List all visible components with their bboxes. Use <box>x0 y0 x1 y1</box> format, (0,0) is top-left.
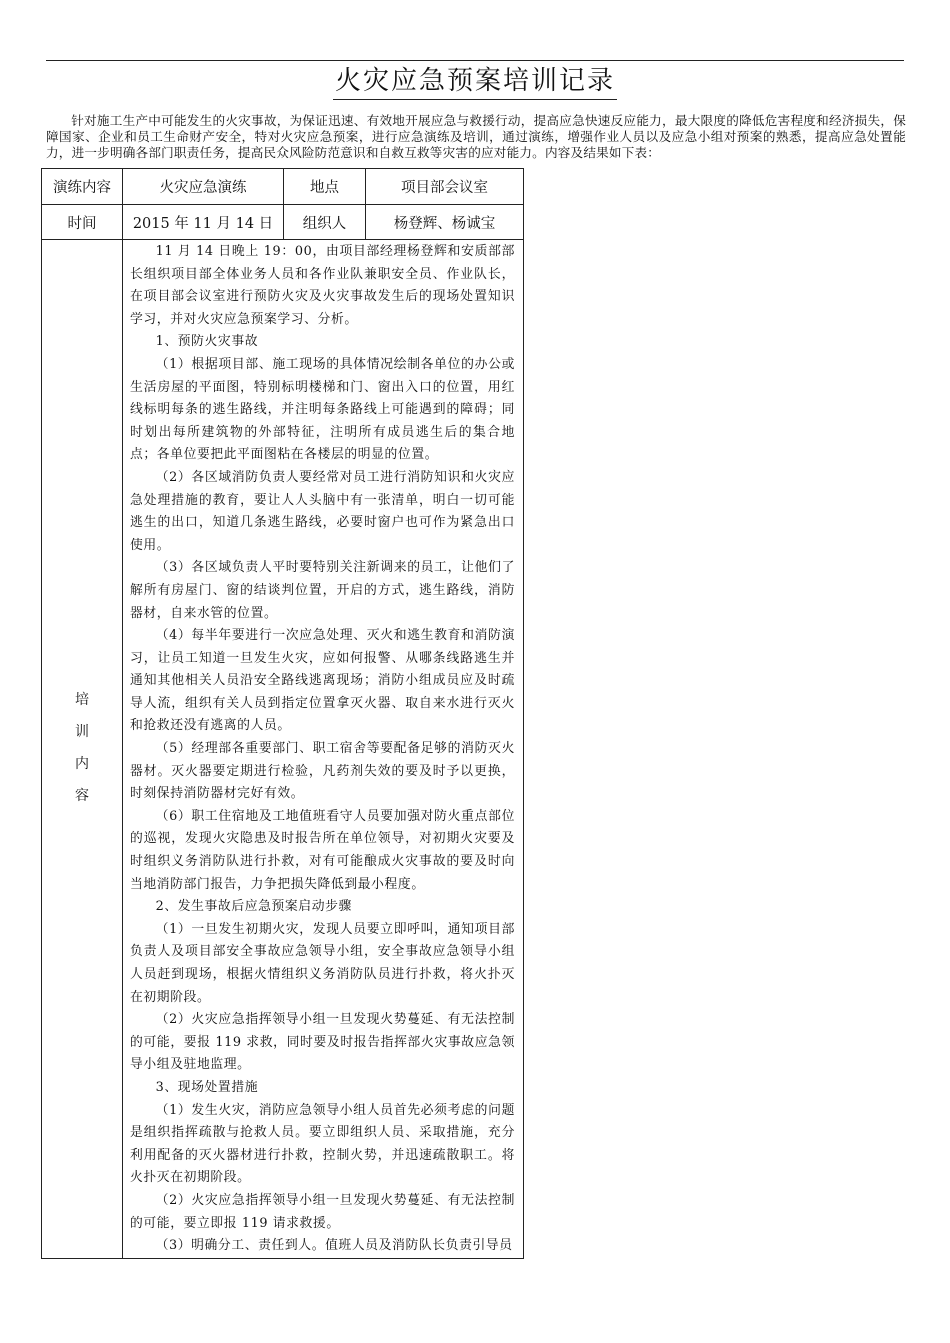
training-content-body <box>123 240 523 1258</box>
time-label: 时间 <box>42 205 123 240</box>
document-title-text: 火灾应急预案培训记录 <box>333 64 617 100</box>
document-title <box>0 64 950 100</box>
intro-paragraph: 针对施工生产中可能发生的火灾事故，为保证迅速、有效地开展应急与救援行动，提高应急快速反应能力，最大限度的降低危害程度和经济损失，保障国家、企业和员工生命财产安全，特对火灾应急预案，进行应急演练及培训，通过演练，增强作业人员以及应急小组对预案的熟悉，提高应急处置能力，进一步明确各部门职责任务，提高民众风险防范意识和自救互救等灾害的应对能力。内容及结果如下表： <box>46 113 906 160</box>
section-heading: 2、发生事故后应急预案启动步骤 <box>155 899 352 915</box>
training-content-label-text <box>42 241 122 1257</box>
content-paragraph: （1）一旦发生初期火灾，发现人员要立即呼叫，通知项目部负责人及项目部安全事故应急领导小组，安全事故应急领导小组人员赶到现场，根据火情组织义务消防队员进行扑救，将火扑灭在初期阶段。 <box>130 921 515 1005</box>
drill-content-label: 演练内容 <box>42 169 123 205</box>
content-paragraph: （2）火灾应急指挥领导小组一旦发现火势蔓延、有无法控制的可能，要报 119 求救，同时要及时报告指挥部火灾事故应急领导小组及驻地监理。 <box>130 1012 515 1073</box>
training-content-label <box>42 240 123 1259</box>
side-char: 内 <box>75 756 89 773</box>
table-row-drill <box>42 169 524 205</box>
training-content-cell <box>123 240 524 1259</box>
content-paragraph: （5）经理部各重要部门、职工宿舍等要配备足够的消防灭火器材。灭火器要定期进行检验，凡药剂失效的要及时予以更换，时刻保持消防器材完好有效。 <box>130 741 515 802</box>
organizer-value: 杨登辉、杨诚宝 <box>366 205 524 240</box>
content-paragraph: （3）明确分工、责任到人。值班人员及消防队长负责引导员 <box>155 1238 513 1254</box>
content-paragraph: （4）每半年要进行一次应急处理、灭火和逃生教育和消防演习，让员工知道一旦发生火灾，应如何报警、从哪条线路逃生并通知其他相关人员沿安全路线逃离现场；消防小组成员应及时疏导人流，组织有关人员到指定位置拿灭火器、取自来水进行灭火和抢救还没有逃离的人员。 <box>130 628 515 734</box>
time-value: 2015 年 11 月 14 日 <box>123 205 284 240</box>
section-heading: 3、现场处置措施 <box>155 1079 259 1095</box>
table-row-training <box>42 240 524 1259</box>
training-record-table <box>41 168 524 1259</box>
drill-content-value: 火灾应急演练 <box>123 169 284 205</box>
content-paragraph: （1）根据项目部、施工现场的具体情况绘制各单位的办公或生活房屋的平面图，特别标明楼梯和门、窗出入口的位置，用红线标明每条的逃生路线，并注明每条路线上可能遇到的障碍；同时划出每所建筑物的外部特征，注明所有成员逃生后的集合地点；各单位要把此平面图粘在各楼层的明显的位置。 <box>130 356 515 463</box>
content-paragraph: （2）火灾应急指挥领导小组一旦发现火势蔓延、有无法控制的可能，要立即报 119 请求救援。 <box>130 1192 515 1231</box>
section-heading: 1、预防火灾事故 <box>155 334 259 350</box>
table-row-time <box>42 205 524 240</box>
content-paragraph: （1）发生火灾，消防应急领导小组人员首先必须考虑的问题是组织指挥疏散与抢救人员。要立即组织人员、采取措施，充分利用配备的灭火器材进行扑救，控制火势，并迅速疏散职工。将火扑灭在初期阶段。 <box>130 1102 515 1186</box>
top-rule <box>46 60 904 61</box>
side-char: 训 <box>75 724 89 741</box>
content-paragraph: （6）职工住宿地及工地值班看守人员要加强对防火重点部位的巡视，发现火灾隐患及时报告所在单位领导，对初期火灾要及时组织义务消防队进行扑救，对有可能酿成火灾事故的要及时向当地消防部门报告，力争把损失降低到最小程度。 <box>130 808 515 892</box>
content-paragraph: （2）各区域消防负责人要经常对员工进行消防知识和火灾应急处理措施的教育，要让人人头脑中有一张清单，明白一切可能逃生的出口，知道几条逃生路线，必要时窗户也可作为紧急出口使用。 <box>130 469 515 553</box>
side-char: 培 <box>75 692 89 709</box>
location-value: 项目部会议室 <box>366 169 524 205</box>
content-paragraph: 11 月 14 日晚上 19：00，由项目部经理杨登辉和安质部部长组织项目部全体业务人员和各作业队兼职安全员、作业队长，在项目部会议室进行预防火灾及火灾事故发生后的现场处置知识学习，并对火灾应急预案学习、分析。 <box>130 244 515 327</box>
location-label: 地点 <box>284 169 366 205</box>
side-char: 容 <box>75 788 89 805</box>
organizer-label: 组织人 <box>284 205 366 240</box>
content-paragraph: （3）各区域负责人平时要特别关注新调来的员工，让他们了解所有房屋门、窗的结谈判位置，开启的方式，逃生路线，消防器材，自来水管的位置。 <box>130 560 515 621</box>
